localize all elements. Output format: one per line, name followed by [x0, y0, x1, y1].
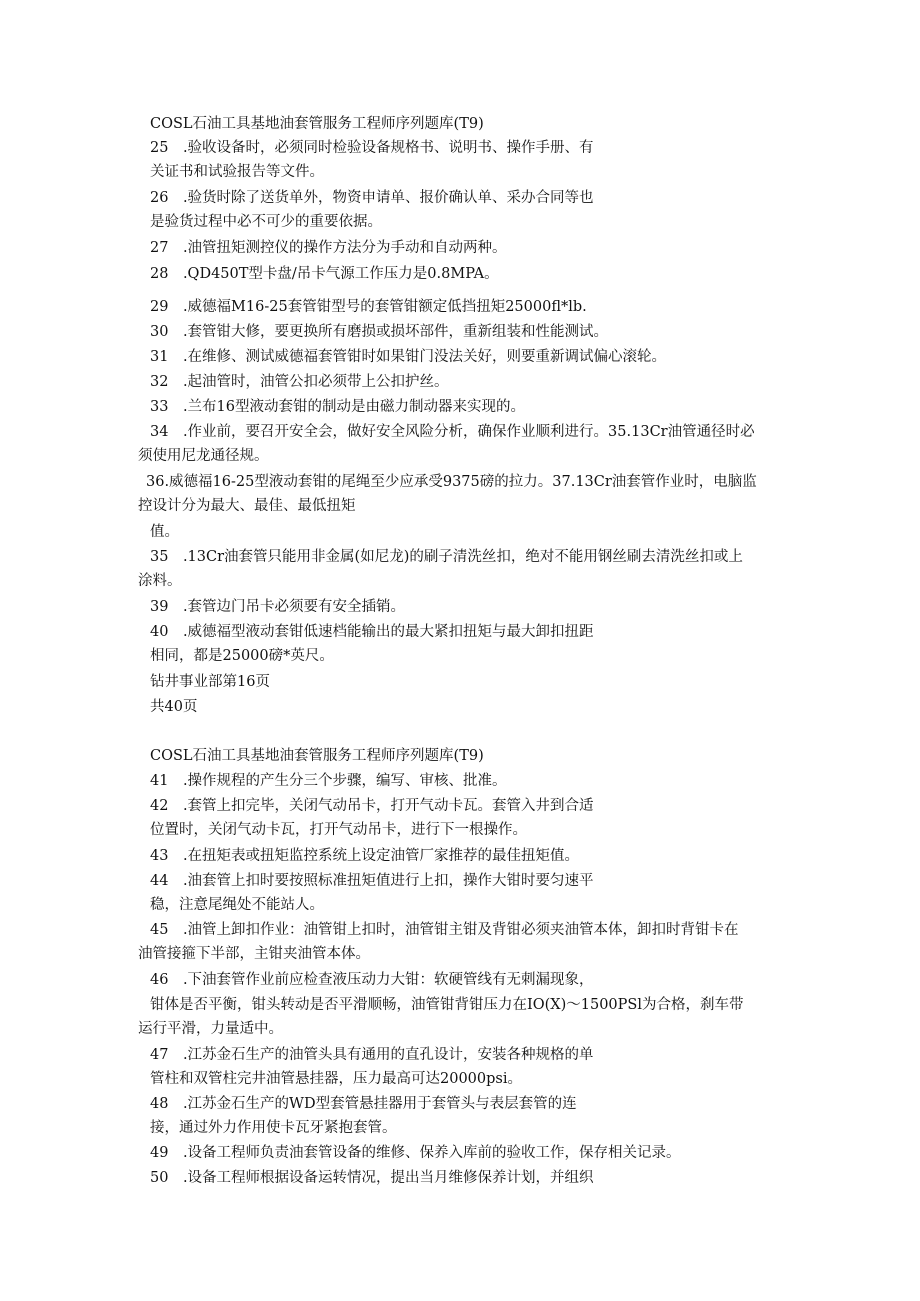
question-31: 31 .在维修、测试威德福套管钳时如果钳门没法关好，则要重新调试偏心滚轮。 [150, 349, 667, 365]
question-36-line-3: 值。 [150, 524, 179, 540]
question-48-line-1: 48 .江苏金石生产的WD型套管悬挂器用于套管头与表层套管的连 [150, 1096, 577, 1112]
question-50: 50 .设备工程师根据设备运转情况，提出当月维修保养计划，并组织 [150, 1170, 594, 1186]
question-49: 49 .设备工程师负责油套管设备的维修、保养入库前的验收工作，保存相关记录。 [150, 1145, 681, 1161]
question-34-line-2: 须使用尼龙通径规。 [138, 448, 269, 464]
question-42-line-2: 位置时，关闭气动卡瓦，打开气动吊卡，进行下一根操作。 [150, 822, 527, 838]
question-26-line-1: 26 .验货时除了送货单外，物资申请单、报价确认单、采办合同等也 [150, 190, 594, 206]
question-46-line-2: 钳体是否平衡，钳头转动是否平滑顺畅，油管钳背钳压力在IO(X)～1500PSl为合格，刹车带 [150, 997, 744, 1013]
page-header-title: COSL石油工具基地油套管服务工程师序列题库(T9) [150, 748, 484, 764]
question-28: 28 .QD450T型卡盘/吊卡气源工作压力是0.8MPA。 [150, 266, 499, 282]
question-32: 32 .起油管时，油管公扣必须带上公扣护丝。 [150, 374, 449, 390]
question-29: 29 .威德福M16-25套管钳型号的套管钳额定低挡扭矩25000fl*lb. [150, 299, 587, 315]
page-footer-total: 共40页 [150, 699, 198, 715]
question-47-line-1: 47 .江苏金石生产的油管头具有通用的直孔设计，安装各种规格的单 [150, 1047, 594, 1063]
question-35-line-2: 涂料。 [138, 573, 182, 589]
question-46-line-1: 46 .下油套管作业前应检查液压动力大钳：软硬管线有无刺漏现象， [150, 972, 594, 988]
page-header-title: COSL石油工具基地油套管服务工程师序列题库(T9) [150, 116, 484, 132]
question-34-line-1: 34 .作业前，要召开安全会，做好安全风险分析，确保作业顺利进行。35.13Cr油管通径时必 [150, 424, 755, 440]
question-46-line-3: 运行平滑，力量适中。 [138, 1021, 283, 1037]
question-26-line-2: 是验货过程中必不可少的重要依据。 [150, 214, 382, 230]
question-33: 33 .兰布16型液动套钳的制动是由磁力制动器来实现的。 [150, 399, 526, 415]
question-40-line-1: 40 .威德福型液动套钳低速档能输出的最大紧扣扭矩与最大卸扣扭距 [150, 624, 594, 640]
question-45-line-1: 45 .油管上卸扣作业：油管钳上扣时，油管钳主钳及背钳必须夹油管本体，卸扣时背钳卡在 [150, 922, 739, 938]
question-36-line-2: 控设计分为最大、最佳、最低扭矩 [138, 498, 356, 514]
question-25-line-1: 25 .验收设备时，必须同时检验设备规格书、说明书、操作手册、有 [150, 140, 594, 156]
question-39: 39 .套管边门吊卡必须要有安全插销。 [150, 599, 406, 615]
question-45-line-2: 油管接箍下半部，主钳夹油管本体。 [138, 946, 370, 962]
question-36-line-1: 36.威德福16-25型液动套钳的尾绳至少应承受9375磅的拉力。37.13Cr油套管作业时，电脑监 [146, 474, 757, 490]
question-25-line-2: 关证书和试验报告等文件。 [150, 164, 324, 180]
question-44-line-2: 稳，注意尾绳处不能站人。 [150, 897, 324, 913]
question-42-line-1: 42 .套管上扣完毕，关闭气动吊卡，打开气动卡瓦。套管入井到合适 [150, 798, 594, 814]
question-27: 27 .油管扭矩测控仪的操作方法分为手动和自动两种。 [150, 240, 507, 256]
question-48-line-2: 接，通过外力作用使卡瓦牙紧抱套管。 [150, 1120, 397, 1136]
question-41: 41 .操作规程的产生分三个步骤，编写、审核、批准。 [150, 773, 507, 789]
question-40-line-2: 相同，都是25000磅*英尺。 [150, 648, 334, 664]
question-35-line-1: 35 .13Cr油套管只能用非金属(如尼龙)的刷子清洗丝扣，绝对不能用钢丝刷去清洗丝扣或上 [150, 549, 743, 565]
question-30: 30 .套管钳大修，要更换所有磨损或损坏部件，重新组装和性能测试。 [150, 324, 609, 340]
question-43: 43 .在扭矩表或扭矩监控系统上设定油管厂家推荐的最佳扭矩值。 [150, 848, 580, 864]
page-footer-dept: 钻井事业部第16页 [150, 674, 270, 690]
question-44-line-1: 44 .油套管上扣时要按照标准扭矩值进行上扣，操作大钳时要匀速平 [150, 873, 594, 889]
question-47-line-2: 管柱和双管柱完井油管悬挂器，压力最高可达20000psi。 [150, 1071, 522, 1087]
